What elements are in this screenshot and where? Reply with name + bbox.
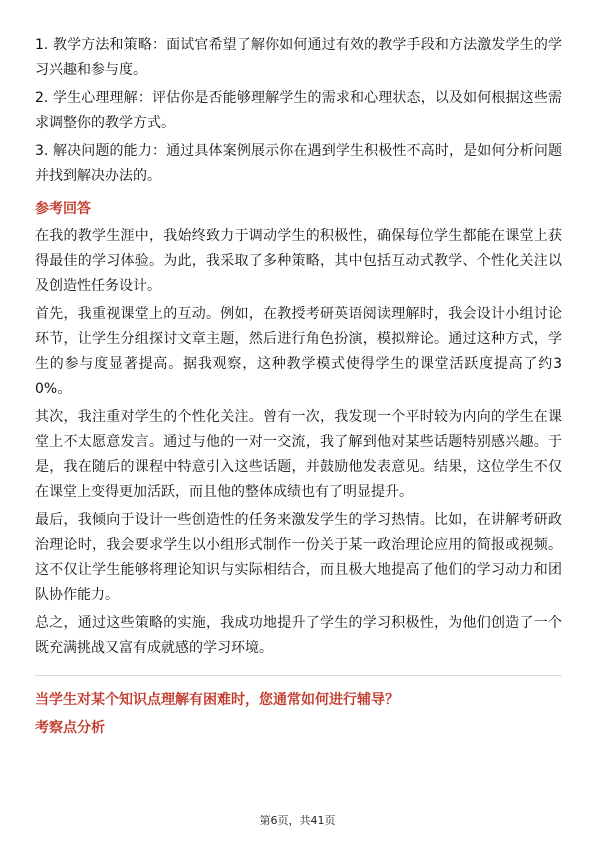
list-item-2: 2. 学生心理理解：评估你是否能够理解学生的需求和心理状态，以及如何根据这些需求调整你的教学方式。 [35, 90, 562, 131]
answer-paragraph-4: 最后，我倾向于设计一些创造性的任务来激发学生的学习热情。比如，在讲解考研政治理论时，我会要求学生以小组形式制作一份关于某一政治理论应用的简报或视频。这不仅让学生能够将理论知识与实际相结合，而且极大地提高了他们的学习动力和团队协作能力。 [35, 512, 562, 603]
answer-paragraph-5: 总之，通过这些策略的实施，我成功地提升了学生的学习积极性，为他们创造了一个既充满挑战又富有成就感的学习环境。 [35, 615, 562, 656]
analysis-heading: 考察点分析 [35, 720, 105, 736]
answer-paragraph-1: 在我的教学生涯中，我始终致力于调动学生的积极性，确保每位学生都能在课堂上获得最佳的学习体验。为此，我采取了多种策略，其中包括互动式教学、个性化关注以及创造性任务设计。 [35, 228, 562, 294]
answer-paragraph-2: 首先，我重视课堂上的互动。例如，在教授考研英语阅读理解时，我会设计小组讨论环节，让学生分组探讨文章主题，然后进行角色扮演，模拟辩论。通过这种方式，学生的参与度显著提高。据我观察，这种教学模式使得学生的课堂活跃度提高了约30%。 [35, 306, 562, 397]
next-question: 当学生对某个知识点理解有困难时，您通常如何进行辅导？ [35, 692, 399, 708]
list-item-1: 1. 教学方法和策略：面试官希望了解你如何通过有效的教学手段和方法激发学生的学习兴趣和参与度。 [35, 37, 562, 78]
answer-paragraph-3: 其次，我注重对学生的个性化关注。曾有一次，我发现一个平时较为内向的学生在课堂上不太愿意发言。通过与他的一对一交流，我了解到他对某些话题特别感兴趣。于是，我在随后的课程中特意引入这些话题，并鼓励他发表意见。结果，这位学生不仅在课堂上变得更加活跃，而且他的整体成绩也有了明显提升。 [35, 409, 562, 500]
document-content [35, 33, 562, 740]
list-item-3: 3. 解决问题的能力：通过具体案例展示你在遇到学生积极性不高时，是如何分析问题并找到解决办法的。 [35, 143, 562, 184]
page-footer: 第6页，共41页 [259, 814, 336, 827]
section-divider [35, 675, 562, 676]
answer-heading: 参考回答 [35, 201, 91, 217]
